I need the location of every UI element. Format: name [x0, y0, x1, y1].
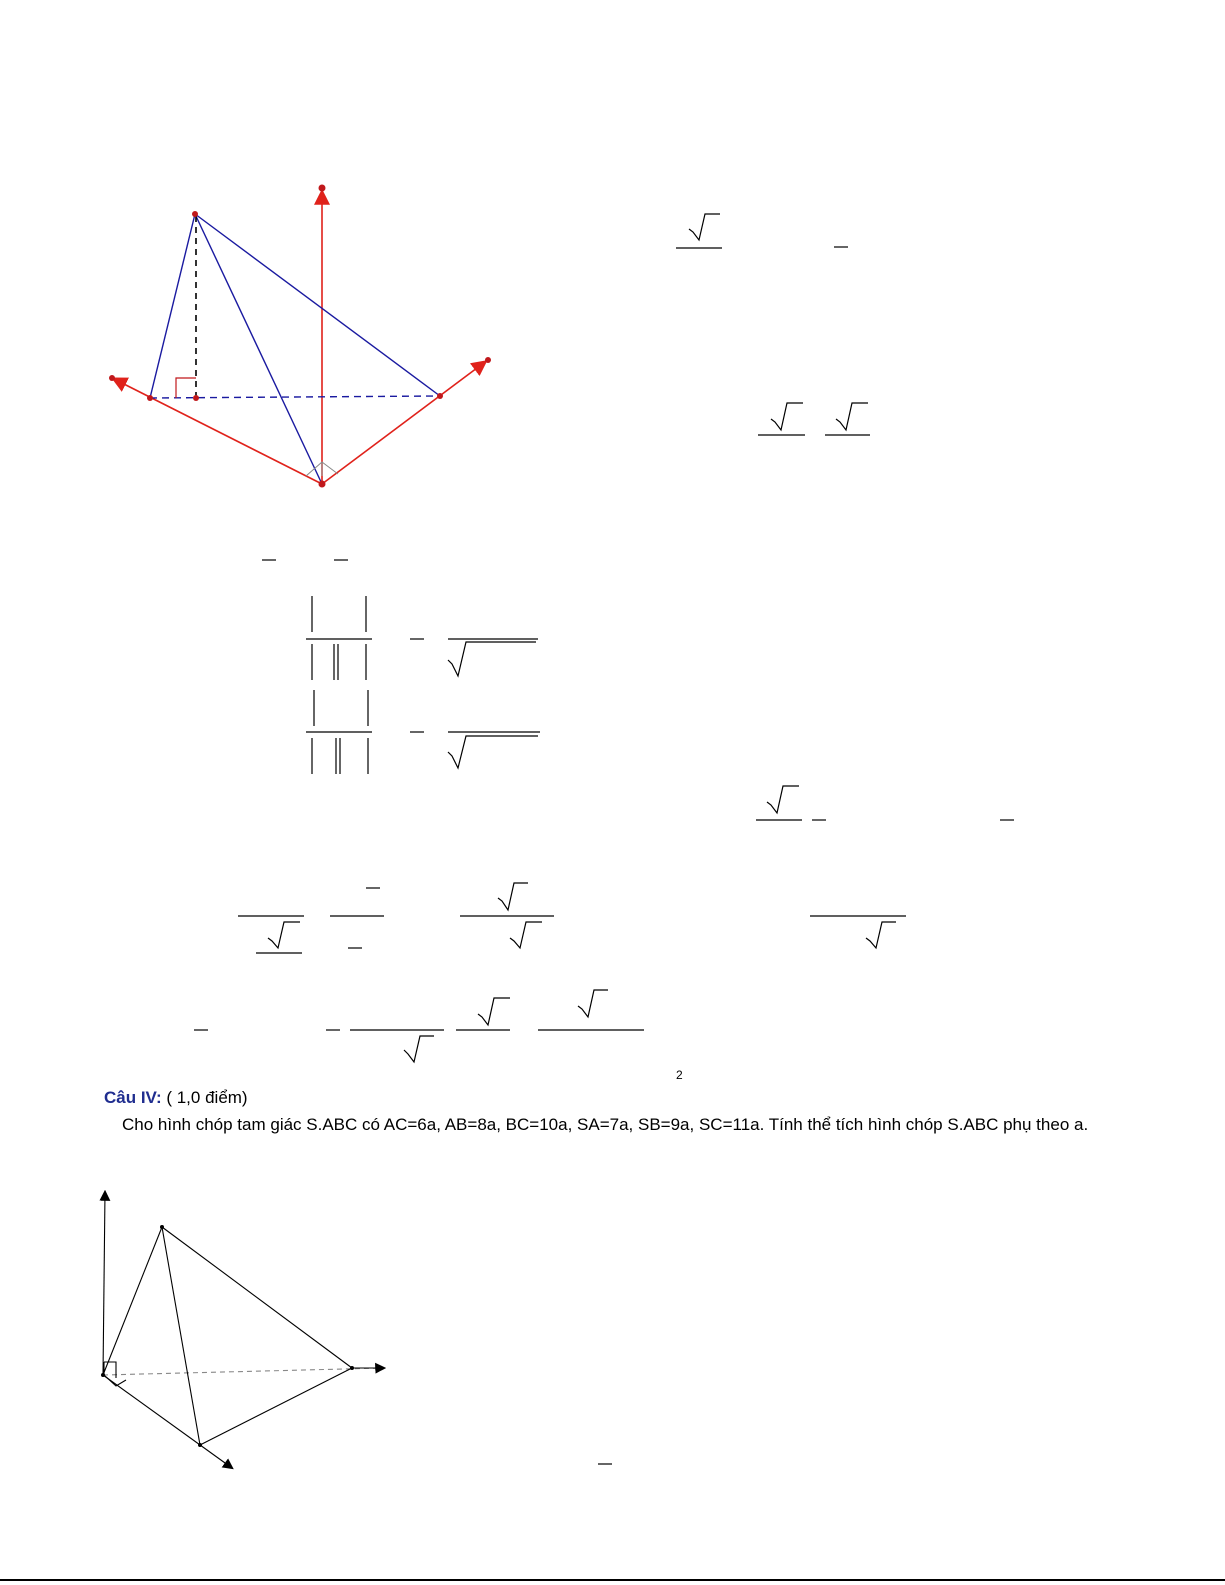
radical-sign	[448, 642, 536, 676]
radical-sign	[767, 786, 799, 813]
radical-sign	[866, 922, 896, 948]
vertices	[109, 185, 491, 488]
z-axis	[103, 1192, 105, 1375]
y-axis	[322, 362, 485, 484]
radical-sign	[771, 403, 803, 430]
bottom-rule	[0, 1579, 1225, 1581]
question-heading	[104, 1088, 248, 1108]
radical-sign	[498, 883, 528, 910]
right-angle-mark	[104, 1362, 126, 1386]
radical-sign	[578, 990, 608, 1017]
stray-mark: 2	[676, 1068, 683, 1082]
x-axis	[114, 379, 322, 484]
radical-sign	[268, 922, 300, 948]
axes	[114, 192, 485, 484]
edges	[150, 214, 440, 484]
radical-sign	[836, 403, 868, 430]
radical-sign	[510, 922, 542, 948]
radical-sign	[448, 736, 538, 768]
question-points: ( 1,0 điểm)	[161, 1088, 248, 1107]
radical-sign	[478, 998, 510, 1025]
question-label: Câu IV:	[104, 1088, 162, 1107]
radical-sign	[689, 214, 720, 240]
corner-mark	[306, 462, 338, 476]
right-angle-mark	[176, 378, 196, 398]
radical-sign	[404, 1036, 434, 1062]
x-axis	[103, 1375, 232, 1468]
y-axis	[103, 1368, 384, 1375]
question-text: Cho hình chóp tam giác S.ABC có AC=6a, AB=8a, BC=10a, SA=7a, SB=9a, SC=11a. Tính thể tích hình chóp S.ABC phụ theo a.	[122, 1115, 1089, 1134]
